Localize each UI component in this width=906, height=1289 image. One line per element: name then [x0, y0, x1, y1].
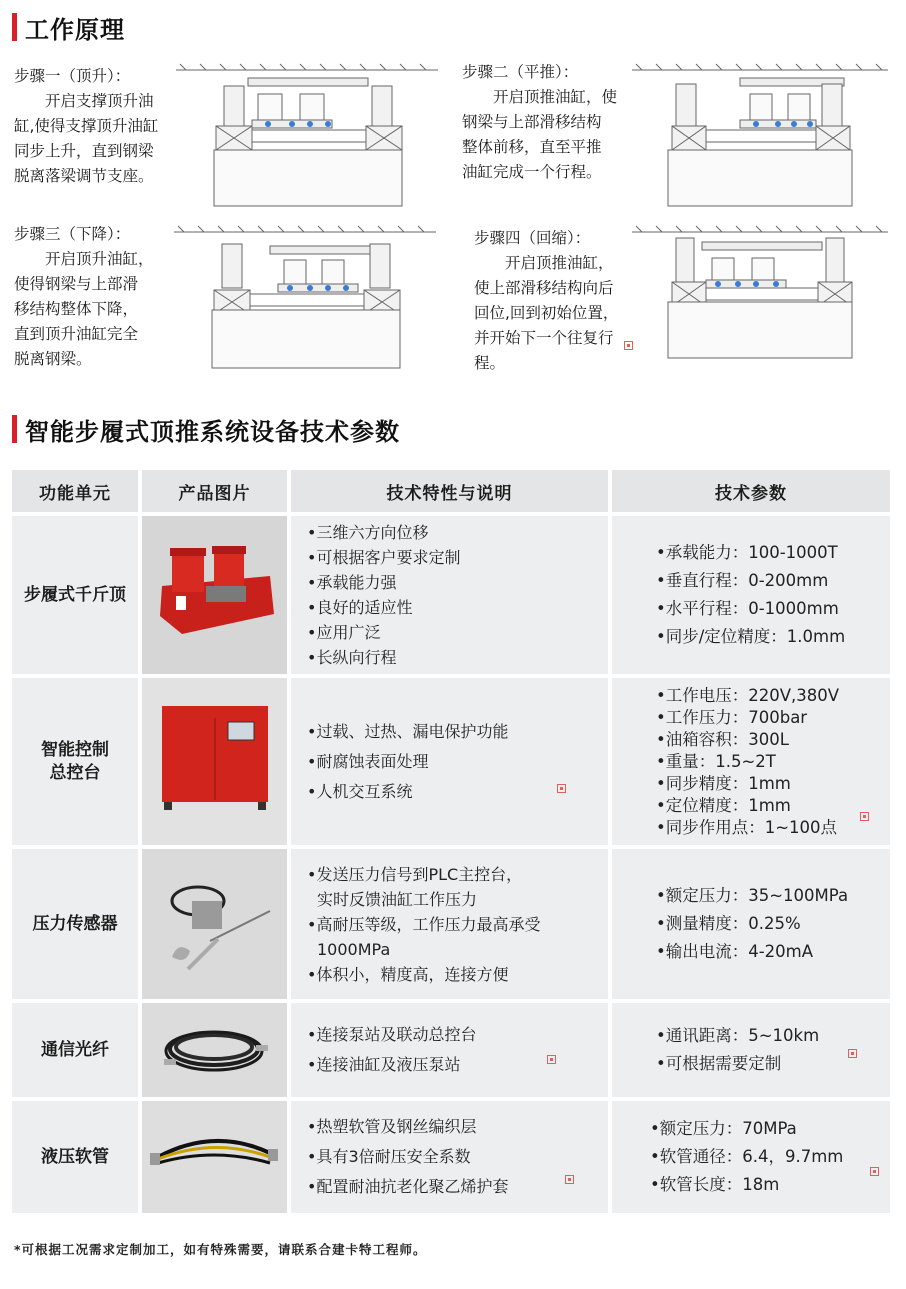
table-row [12, 1101, 890, 1213]
marker-icon [557, 784, 566, 793]
spec-item: •输出电流：4-20mA [656, 942, 814, 961]
table-row [12, 516, 890, 674]
spec-item: •工作压力：700bar [656, 707, 808, 727]
step-3-diagram [174, 222, 436, 372]
features-cell [291, 1101, 608, 1213]
pressure-sensor-icon [142, 849, 287, 999]
header-cell: 产品图片 [142, 470, 287, 512]
step-line: 脱离钢梁。 [14, 350, 92, 368]
feature-item: •过载、过热、漏电保护功能 [307, 721, 509, 741]
feature-item: •热塑软管及钢丝编织层 [307, 1117, 477, 1136]
table-header-row [12, 470, 890, 512]
feature-item: •应用广泛 [307, 623, 381, 642]
feature-item: •良好的适应性 [307, 598, 413, 617]
lowering-diagram-icon [174, 222, 436, 372]
marker-icon [547, 1055, 556, 1064]
specs-cell [612, 516, 890, 674]
table-row [12, 849, 890, 999]
spec-item: •软管长度：18m [650, 1175, 780, 1194]
section-title-text: 工作原理 [25, 15, 125, 44]
step-4-text [474, 226, 634, 376]
step-line: 开启顶推油缸， [505, 254, 614, 272]
step-line: 同步上升，直到钢梁 [14, 142, 154, 160]
step-title: 步骤四（回缩）： [474, 229, 591, 247]
marker-icon [565, 1175, 574, 1184]
marker-icon [860, 812, 869, 821]
feature-item: •长纵向行程 [307, 648, 397, 667]
product-image [142, 1101, 287, 1213]
features-cell [291, 1003, 608, 1097]
unit-line: 总控台 [49, 762, 101, 783]
header-cell: 技术特性与说明 [291, 470, 608, 512]
step-2-text [462, 60, 632, 185]
step-line: 脱离落梁调节支座。 [14, 167, 154, 185]
feature-item: •具有3倍耐压安全系数 [307, 1147, 471, 1166]
title-accent-bar [12, 13, 17, 41]
table-row [12, 678, 890, 845]
step-4-diagram [632, 222, 888, 372]
step-line: 开启顶升油缸， [45, 250, 154, 268]
step-title: 步骤二（平推）： [462, 63, 579, 81]
spec-item: •重量：1.5~2T [656, 751, 776, 771]
features-cell [291, 678, 608, 845]
spec-item: •软管通径：6.4，9.7mm [650, 1147, 844, 1166]
spec-item: •通讯距离：5~10km [656, 1026, 820, 1045]
feature-item: •连接泵站及联动总控台 [307, 1025, 477, 1044]
unit-line: 智能控制 [41, 739, 109, 760]
step-title: 步骤三（下降）： [14, 225, 131, 243]
feature-item: 实时反馈油缸工作压力 [317, 889, 478, 909]
step-line: 整体前移，直至平推 [462, 138, 602, 156]
step-title: 步骤一（顶升）： [14, 67, 131, 85]
marker-icon [870, 1167, 879, 1176]
feature-item: •人机交互系统 [307, 781, 413, 801]
step-line: 移结构整体下降， [14, 300, 139, 318]
step-line: 缸,使得支撑顶升油缸 [14, 117, 159, 135]
jacking-diagram-icon [176, 60, 438, 210]
step-1-text [14, 64, 174, 189]
specs-cell [612, 849, 890, 999]
spec-item: •工作电压：220V,380V [656, 685, 840, 705]
product-image [142, 1003, 287, 1097]
spec-item: •测量精度：0.25% [656, 914, 801, 933]
feature-item: •配置耐油抗老化聚乙烯护套 [307, 1177, 509, 1196]
spec-item: •油箱容积：300L [656, 729, 789, 749]
marker-icon [848, 1049, 857, 1058]
step-line: 并开始下一个往复行 [474, 329, 614, 347]
spec-item: •垂直行程：0-200mm [656, 571, 829, 590]
spec-item: •同步/定位精度：1.0mm [656, 627, 846, 646]
unit-cell: 步履式千斤顶 [12, 516, 138, 674]
table-row [12, 1003, 890, 1097]
spec-item: •承载能力：100-1000T [656, 543, 838, 562]
feature-item: •耐腐蚀表面处理 [307, 751, 429, 771]
control-console-icon [142, 678, 287, 845]
features-cell [291, 849, 608, 999]
spec-item: •定位精度：1mm [656, 795, 791, 815]
step-line: 开启顶推油缸，使 [493, 88, 618, 106]
unit-cell: 压力传感器 [12, 849, 138, 999]
feature-item: •发送压力信号到PLC主控台， [307, 864, 523, 884]
section-title-params [12, 414, 400, 444]
spec-item: •额定压力：70MPa [650, 1119, 797, 1138]
section-title-principle [12, 12, 125, 42]
step-line: 使得钢梁与上部滑 [14, 275, 139, 293]
step-line: 开启支撑顶升油 [45, 92, 154, 110]
unit-cell [12, 678, 138, 845]
unit-cell: 通信光纤 [12, 1003, 138, 1097]
specs-cell [612, 1003, 890, 1097]
features-cell [291, 516, 608, 674]
step-line: 使上部滑移结构向后 [474, 279, 614, 297]
spec-item: •水平行程：0-1000mm [656, 599, 839, 618]
step-line: 油缸完成一个行程。 [462, 163, 602, 181]
spec-item: •同步作用点：1~100点 [656, 817, 838, 837]
product-image [142, 678, 287, 845]
feature-item: •高耐压等级，工作压力最高承受 [307, 914, 541, 934]
footnote: *可根据工况需求定制加工，如有特殊需要，请联系合建卡特工程师。 [14, 1242, 427, 1257]
feature-item: •体积小，精度高，连接方便 [307, 964, 509, 984]
fiber-cable-icon [142, 1003, 287, 1097]
step-line: 直到顶升油缸完全 [14, 325, 139, 343]
feature-item: •三维六方向位移 [307, 523, 429, 542]
specs-cell [612, 678, 890, 845]
spec-item: •可根据需要定制 [656, 1054, 782, 1073]
header-cell: 功能单元 [12, 470, 138, 512]
step-3-text [14, 222, 174, 372]
pushing-diagram-icon [632, 60, 888, 210]
section-title-text: 智能步履式顶推系统设备技术参数 [25, 417, 400, 446]
feature-item: •承载能力强 [307, 573, 397, 592]
step-2-diagram [632, 60, 888, 210]
unit-cell: 液压软管 [12, 1101, 138, 1213]
feature-item: •连接油缸及液压泵站 [307, 1055, 461, 1074]
step-line: 钢梁与上部滑移结构 [462, 113, 602, 131]
retract-diagram-icon [632, 222, 888, 372]
step-1-diagram [176, 60, 438, 210]
hydraulic-hose-icon [142, 1101, 287, 1213]
walking-jack-icon [142, 516, 287, 674]
feature-item: 1000MPa [317, 939, 391, 959]
title-accent-bar [12, 415, 17, 443]
product-image [142, 516, 287, 674]
feature-item: •可根据客户要求定制 [307, 548, 461, 567]
specs-cell [612, 1101, 890, 1213]
step-line: 程。 [474, 354, 506, 372]
header-cell: 技术参数 [612, 470, 890, 512]
step-line: 回位,回到初始位置， [474, 304, 619, 322]
spec-item: •同步精度：1mm [656, 773, 791, 793]
spec-item: •额定压力：35~100MPa [656, 886, 849, 905]
product-image [142, 849, 287, 999]
